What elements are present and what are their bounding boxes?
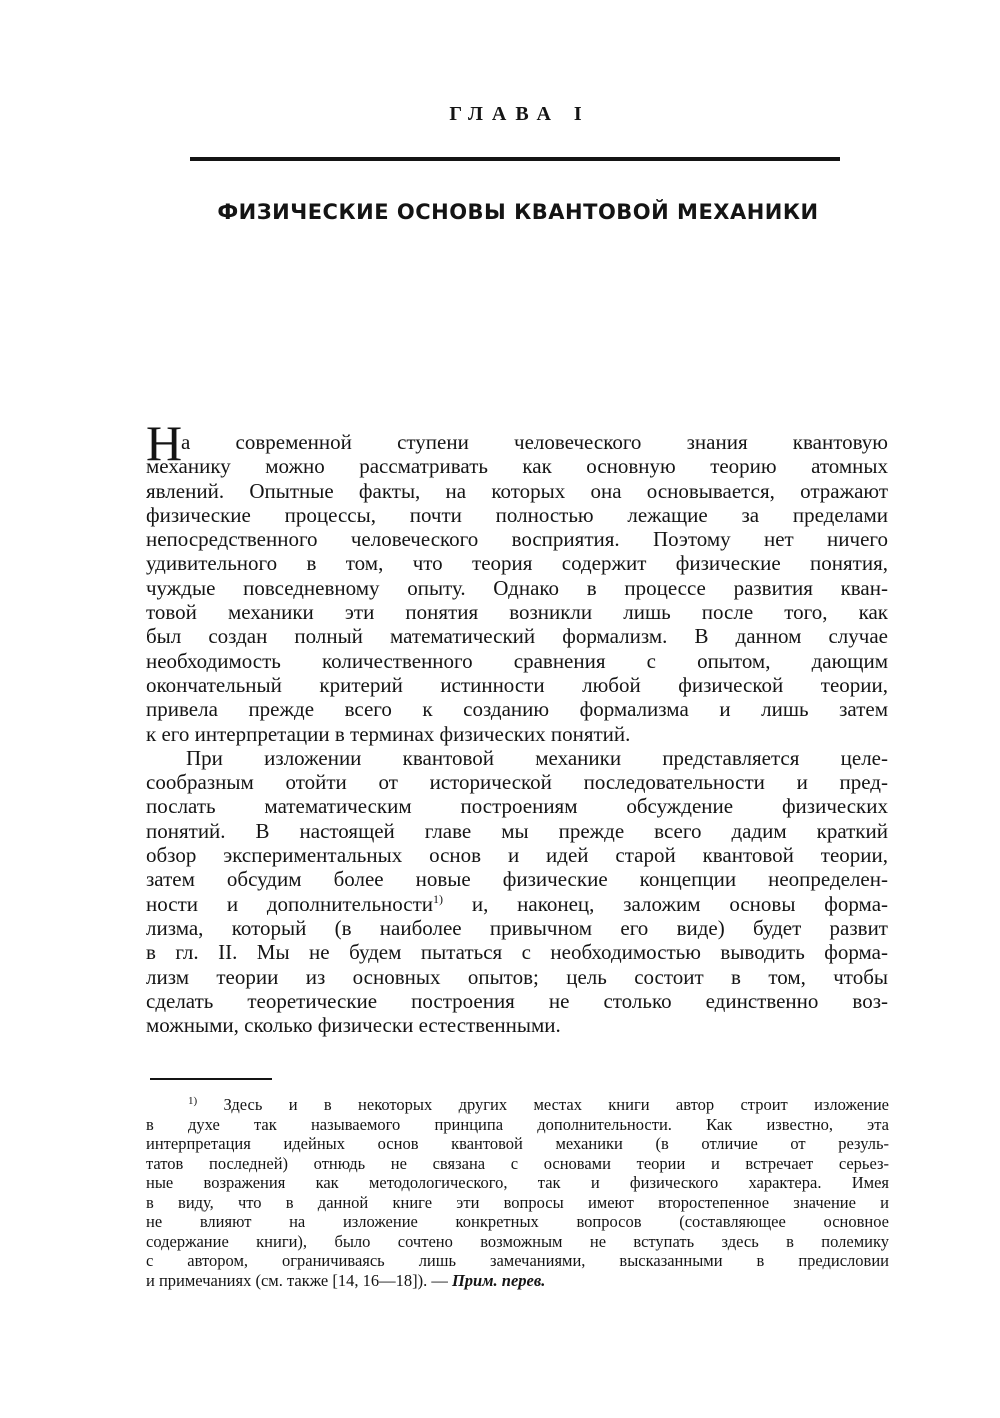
footnote-line <box>146 1271 889 1291</box>
text-line: затем обсудим более новые физические концепции неопределен- <box>146 867 888 892</box>
text-line: был создан полный математический формализм. В данном случае <box>146 624 888 649</box>
footnote <box>146 1095 889 1290</box>
chapter-label: ГЛАВА I <box>449 103 591 125</box>
text-line: физические процессы, почти полностью лежащие за пределами <box>146 502 888 527</box>
text-line: сделать теоретические построения не столько единственно воз- <box>146 988 888 1013</box>
text-line: чуждые повседневному опыту. Однако в процессе развития кван- <box>146 575 888 600</box>
text-line: можными, сколько физически естественными. <box>146 1013 561 1038</box>
text-line: обзор экспериментальных основ и идей старой квантовой теории, <box>146 843 888 868</box>
text-fragment: ности и дополнительности <box>146 891 434 916</box>
text-line: удивительного в том, что теория содержит физические понятия, <box>146 551 888 576</box>
text-line: к его интерпретации в терминах физических понятий. <box>146 721 631 746</box>
text-line: сообразным отойти от исторической последовательности и пред- <box>146 770 888 795</box>
chapter-divider <box>190 157 840 161</box>
footnote-text: и примечаниях (см. также [14, 16—18]). — <box>146 1270 448 1290</box>
footnote-line: содержание книги), было сочтено возможным не вступать здесь в полемику <box>146 1231 889 1251</box>
footnote-marker: 1) <box>188 1095 198 1107</box>
text-line: окончательный критерий истинности любой физической теории, <box>146 672 888 697</box>
footnote-line: интерпретация идейных основ квантовой механики (в отличие от резуль- <box>146 1134 889 1153</box>
main-text <box>146 415 889 1038</box>
text-line: необходимость количественного сравнения с опытом, дающим <box>146 648 888 673</box>
text-line: непосредственного человеческого восприятия. Поэтому нет ничего <box>146 527 888 552</box>
text-line: лизм теории из основных опытов; цель состоит в том, чтобы <box>146 964 888 989</box>
footnote-reference[interactable]: 1) <box>433 891 444 906</box>
text-fragment: и, наконец, заложим основы форма- <box>471 891 889 916</box>
text-line: товой механики эти понятия возникли лишь после того, как <box>146 600 888 625</box>
text-line: в гл. II. Мы не будем пытаться с необходимостью выводить форма- <box>146 940 888 965</box>
footnote-line: татов последней) отнюдь не связана с основами теории и встречает серьез- <box>146 1153 889 1173</box>
text-line: а современной ступени человеческого знания квантовую <box>181 430 888 454</box>
text-line: лизма, который (в наиболее привычном его виде) будет развит <box>146 915 888 940</box>
footnote-line <box>146 1095 889 1115</box>
chapter-title: ФИЗИЧЕСКИЕ ОСНОВЫ КВАНТОВОЙ МЕХАНИКИ <box>217 200 819 224</box>
footnote-line: с автором, ограничиваясь лишь замечаниями, высказанными в предисловии <box>146 1251 889 1270</box>
footnote-line: не влияют на изложение конкретных вопросов (составляющее основное <box>146 1212 889 1231</box>
text-line: привела прежде всего к созданию формализма и лишь затем <box>146 697 888 722</box>
text-line: послать математическим построениям обсуждение физических <box>146 794 888 819</box>
text-line: понятий. В настоящей главе мы прежде всего дадим краткий <box>146 818 888 843</box>
text-line: явлений. Опытные факты, на которых она основывается, отражают <box>146 478 888 503</box>
footnote-text: Здесь и в некоторых других местах книги автор строит изложение <box>223 1095 889 1114</box>
text-line: механику можно рассматривать как основную теорию атомных <box>146 454 888 479</box>
text-line-with-footnote <box>146 892 888 916</box>
footnote-line: в виду, что в данной книге эти вопросы имеют второстепенное значение и <box>146 1192 889 1212</box>
drop-cap: Н <box>146 415 183 471</box>
footnote-divider <box>150 1078 272 1080</box>
footnote-line: ные возражения как методологического, так и физического характера. Имея <box>146 1173 889 1192</box>
footnote-line: в духе так называемого принципа дополнительности. Как известно, эта <box>146 1114 889 1134</box>
text-line: При изложении квантовой механики представляется целе- <box>186 745 888 770</box>
translator-note: Прим. перев. <box>451 1270 546 1290</box>
